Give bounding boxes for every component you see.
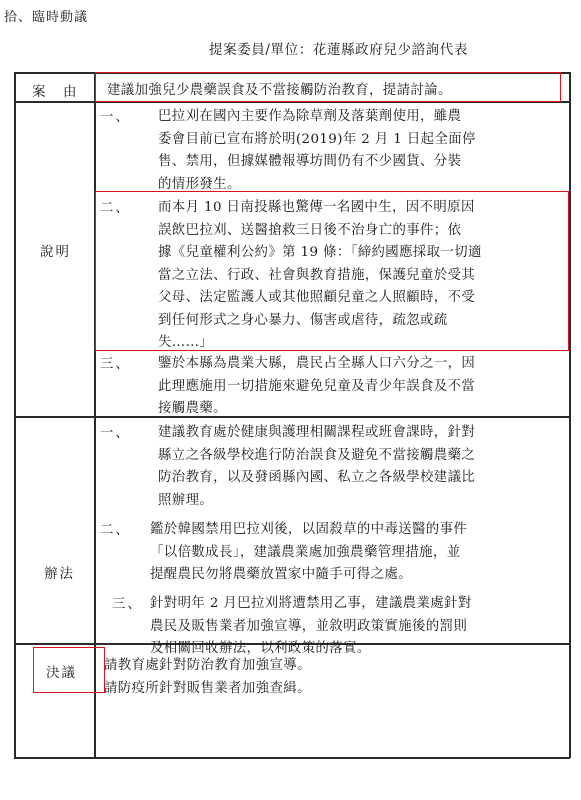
section-heading: 拾、臨時動議 xyxy=(4,10,89,25)
method-item-2 xyxy=(150,519,467,587)
explanation-item-1 xyxy=(158,106,476,196)
text-line: 到任何形式之身心暴力、傷害或虐待，疏忽或疏 xyxy=(158,312,448,328)
method-item-1 xyxy=(158,422,475,512)
case-highlight-box xyxy=(95,72,561,102)
method-item-3-number: 三、 xyxy=(112,597,143,612)
explanation-item-1-number: 一、 xyxy=(100,110,131,125)
method-item-2-number: 二、 xyxy=(100,523,131,538)
text-line: 據《兒童權利公約》第 19 條：「締約國應採取一切適 xyxy=(158,245,482,260)
text-line: 當之立法、行政、社會與教育措施，保護兒童於受其 xyxy=(158,267,476,283)
method-item-3 xyxy=(150,593,472,661)
text-line: 防治教育，以及發函縣內國、私立之各級學校建議比 xyxy=(158,470,476,485)
text-line: 鑒於本縣為農業大縣，農民占全縣人口六分之一，因 xyxy=(158,356,476,371)
text-line: 售、禁用，但據媒體報導坊間仍有不少國貨、分裝 xyxy=(158,154,462,169)
text-line: 「以倍數成長」，建議農業處加強農藥管理措施，並 xyxy=(150,544,461,560)
text-line: 及相關回收辦法，以利政策的落實。 xyxy=(150,641,371,656)
text-line: 建議教育處於健康與護理相關課程或班會課時，針對 xyxy=(158,425,476,440)
resolution-line-1: 請教育處針對防治教育加強宣導。 xyxy=(104,658,311,673)
explanation-label: 說明 xyxy=(40,244,71,260)
text-line: 巴拉刈在國內主要作為除草劑及落葉劑使用，雖農 xyxy=(158,109,462,124)
text-line: 針對明年 2 月巴拉刈將遭禁用乙事，建議農業處針對 xyxy=(150,596,472,611)
case-label: 案 由 xyxy=(32,84,79,100)
resolution-line-2: 請防疫所針對販售業者加強查緝。 xyxy=(104,681,311,696)
proposer-line: 提案委員/單位：花蓮縣政府兒少諮詢代表 xyxy=(209,42,468,58)
text-line: 失……」 xyxy=(158,335,214,350)
text-line: 父母、法定監護人或其他照顧兒童之人照顧時，不受 xyxy=(158,290,476,305)
method-label: 辦法 xyxy=(44,566,75,582)
text-line: 的情形發生。 xyxy=(158,176,241,192)
text-line: 提醒農民勿將農藥放置家中隨手可得之處。 xyxy=(150,567,413,582)
text-line: 此理應施用一切措施來避免兒童及青少年誤食及不當 xyxy=(158,378,476,394)
text-line: 照辦理。 xyxy=(158,492,214,508)
method-item-1-number: 一、 xyxy=(100,426,131,441)
text-line: 鑑於韓國禁用巴拉刈後，以固殺草的中毒送醫的事件 xyxy=(150,522,468,537)
explanation-item-2-number: 二、 xyxy=(100,201,131,216)
text-line: 而本月 10 日南投縣也驚傳一名國中生，因不明原因 xyxy=(158,200,475,215)
explanation-highlight-box xyxy=(95,191,569,351)
text-line: 誤飲巴拉刈、送醫搶救三日後不治身亡的事件；依 xyxy=(158,222,462,238)
text-line: 農民及販售業者加強宣導，並敘明政策實施後的罰則 xyxy=(150,618,468,634)
case-text: 建議加強兒少農藥誤食及不當接觸防治教育，提請討論。 xyxy=(107,83,452,98)
text-line: 委會目前已宣布將於明(2019)年 2 月 1 日起全面停 xyxy=(158,131,476,147)
text-line: 接觸農藥。 xyxy=(158,401,227,416)
text-line: 縣立之各級學校進行防治誤食及避免不當接觸農藥之 xyxy=(158,447,476,463)
explanation-item-3 xyxy=(158,353,475,421)
explanation-item-3-number: 三、 xyxy=(100,357,131,372)
resolution-label: 決議 xyxy=(46,665,77,681)
